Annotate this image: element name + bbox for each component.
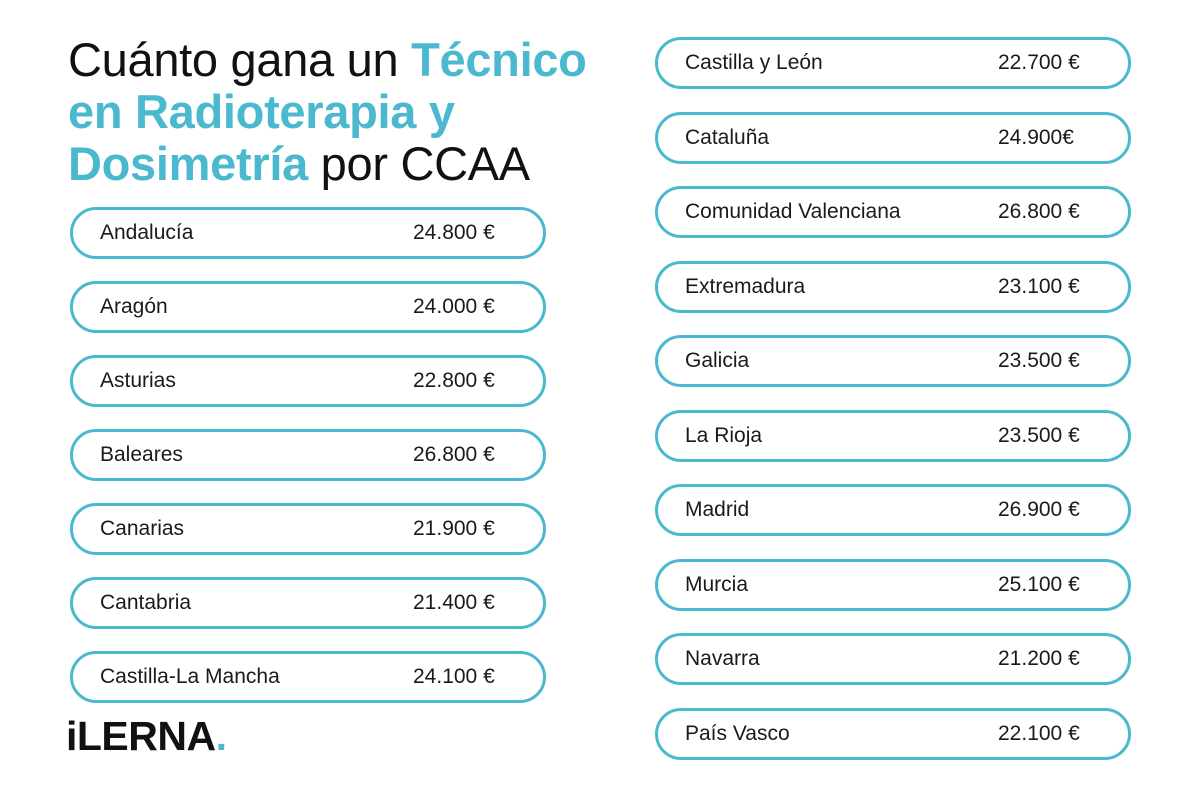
salary-value: 26.800 € — [413, 443, 495, 466]
salary-row — [655, 112, 1131, 164]
region-name: Castilla y León — [685, 51, 823, 74]
logo-dot: . — [215, 713, 227, 759]
salary-row — [70, 651, 546, 703]
salary-row — [70, 281, 546, 333]
region-name: Cataluña — [685, 125, 770, 149]
salary-value: 21.900 € — [413, 517, 495, 540]
salary-value: 24.900€ — [998, 125, 1074, 149]
region-name: Canarias — [100, 517, 185, 540]
salary-row — [655, 261, 1131, 313]
salary-row — [655, 335, 1131, 387]
salary-row — [655, 559, 1131, 611]
salary-value: 23.100 € — [998, 274, 1080, 298]
salary-value: 22.100 € — [998, 721, 1080, 745]
title-highlight-2: en Radioterapia y — [68, 85, 455, 138]
salary-row — [70, 429, 546, 481]
salary-row — [655, 186, 1131, 238]
title-highlight-3: Dosimetría — [68, 137, 308, 190]
salary-value: 24.000 € — [413, 295, 495, 318]
region-name: Murcia — [685, 572, 749, 596]
logo-text: iLERNA — [66, 713, 216, 759]
salary-row — [655, 484, 1131, 536]
salary-value: 26.900 € — [998, 498, 1080, 521]
page-title — [68, 34, 648, 190]
salary-value: 26.800 € — [998, 200, 1080, 223]
salary-row — [655, 410, 1131, 462]
region-name: Madrid — [685, 498, 750, 521]
salary-value: 22.800 € — [413, 369, 495, 392]
title-text-1: Cuánto gana un — [68, 33, 412, 86]
salary-value: 25.100 € — [998, 572, 1080, 596]
region-name: Navarra — [685, 647, 760, 670]
salary-row — [655, 708, 1131, 760]
region-name: Aragón — [100, 295, 168, 318]
salary-row — [70, 577, 546, 629]
salary-value: 21.200 € — [998, 647, 1080, 670]
salary-row — [655, 633, 1131, 685]
salary-row — [70, 503, 546, 555]
region-name: Extremadura — [685, 274, 806, 298]
salary-list-left — [70, 207, 546, 703]
region-name: Comunidad Valenciana — [685, 200, 901, 223]
region-name: Andalucía — [100, 221, 194, 244]
region-name: Baleares — [100, 443, 183, 466]
ilerna-logo — [66, 713, 227, 759]
salary-value: 21.400 € — [413, 591, 495, 614]
region-name: Castilla-La Mancha — [100, 665, 280, 688]
salary-list-right — [655, 37, 1131, 760]
salary-row — [70, 355, 546, 407]
salary-row — [655, 37, 1131, 89]
salary-value: 24.100 € — [413, 665, 495, 688]
salary-value: 22.700 € — [998, 51, 1080, 74]
region-name: Asturias — [100, 369, 176, 392]
salary-value: 24.800 € — [413, 221, 495, 244]
salary-value: 23.500 € — [998, 423, 1080, 447]
region-name: Cantabria — [100, 591, 192, 614]
region-name: Galicia — [685, 349, 750, 372]
title-highlight-1: Técnico — [411, 33, 587, 86]
region-name: La Rioja — [685, 423, 763, 447]
title-text-2: por CCAA — [307, 137, 530, 190]
salary-row — [70, 207, 546, 259]
region-name: País Vasco — [685, 721, 790, 745]
salary-value: 23.500 € — [998, 349, 1080, 372]
